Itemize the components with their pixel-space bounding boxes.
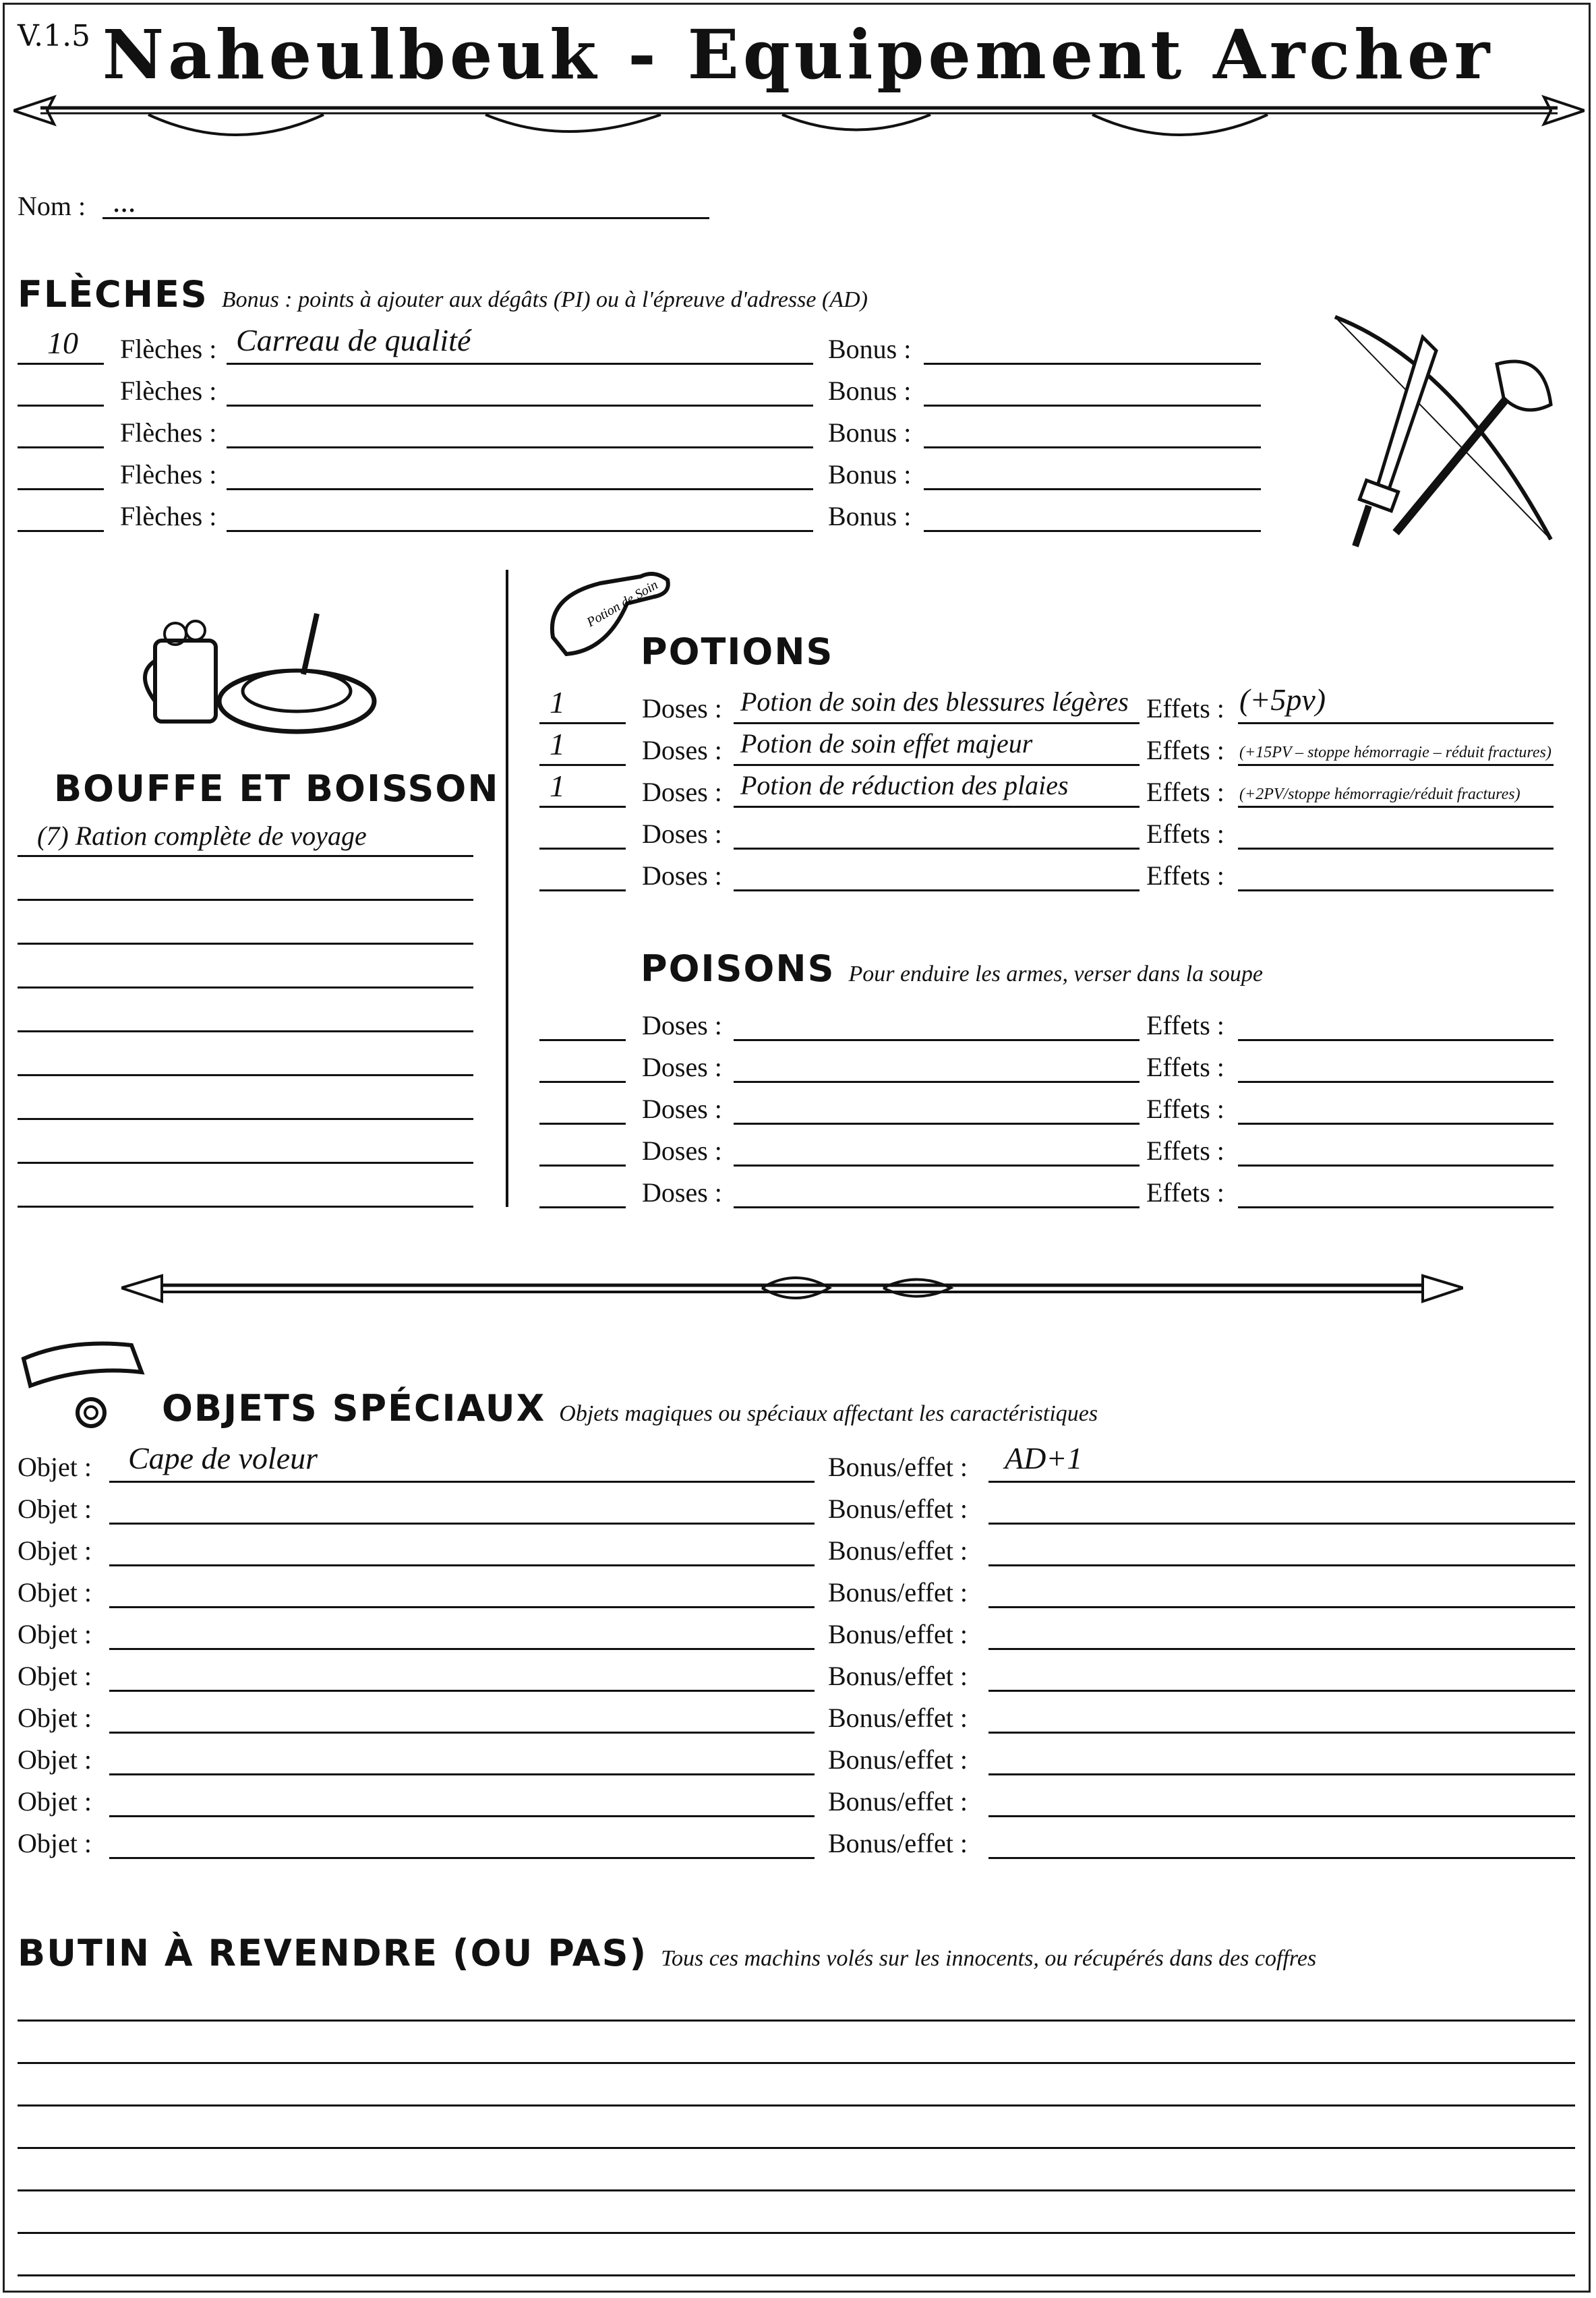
crossed-weapons-icon [1322,310,1571,553]
objet-bonus-label: Bonus/effet : [828,1452,968,1482]
objet-bonus-label: Bonus/effet : [828,1661,968,1691]
fleches-type-value[interactable]: Carreau de qualité [236,323,471,357]
bouffe-line[interactable] [18,943,473,945]
objet-bonus-field[interactable] [988,1815,1575,1817]
objet-label: Objet : [18,1744,92,1775]
nom-label: Nom : [18,191,86,221]
bouffe-heading: BOUFFE ET BOISSON [54,767,500,810]
objet-bonus-label: Bonus/effet : [828,1577,968,1608]
objet-bonus-field[interactable] [988,1481,1575,1483]
potions-qty-value[interactable]: 1 [550,685,565,719]
fleches-qty-label: Flèches : [120,459,217,490]
staff-divider-icon [121,1261,1463,1315]
potion-bottle-label: Potion de Soin [584,577,661,630]
objet-bonus-field[interactable] [988,1606,1575,1608]
poisons-effets-label: Effets : [1146,1052,1224,1082]
fleches-bonus-label: Bonus : [828,417,912,448]
fleches-type-field[interactable] [227,488,813,490]
fleches-qty-field[interactable] [18,363,104,365]
potions-heading: POTIONS [641,630,834,673]
objet-label: Objet : [18,1828,92,1858]
poisons-subtitle: Pour enduire les armes, verser dans la soupe [848,962,1263,986]
objet-bonus-label: Bonus/effet : [828,1786,968,1817]
potions-effets-label: Effets : [1146,819,1224,849]
poisons-qty-field[interactable] [539,1206,626,1208]
poisons-effet-field[interactable] [1238,1081,1554,1083]
objet-bonus-field[interactable] [988,1690,1575,1692]
butin-heading: BUTIN À REVENDRE (OU PAS) Tous ces machins volés sur les innocents, ou récupérés dans des coffres [18,1932,1317,1974]
fleches-subtitle: Bonus : points à ajouter aux dégâts (PI) ou à l'épreuve d'adresse (AD) [221,287,868,312]
fleches-qty-value[interactable]: 10 [47,326,78,360]
fleches-bonus-field[interactable] [924,530,1261,532]
fleches-qty-field[interactable] [18,405,104,407]
potions-effet-field[interactable] [1238,764,1554,766]
potions-name-value[interactable]: Potion de soin des blessures légères [740,686,1129,717]
fleches-type-field[interactable] [227,446,813,448]
bouffe-line[interactable] [18,899,473,901]
poisons-effet-field[interactable] [1238,1123,1554,1125]
butin-line[interactable] [18,2274,1575,2276]
potions-qty-field[interactable] [539,764,626,766]
page-title: Naheulbeuk - Equipement Archer [102,15,1494,94]
objet-field[interactable] [109,1815,815,1817]
objet-field[interactable] [109,1690,815,1692]
fleches-type-field[interactable] [227,363,813,365]
fleches-type-field[interactable] [227,530,813,532]
potions-doses-label: Doses : [642,860,722,891]
poisons-qty-field[interactable] [539,1165,626,1167]
potions-effet-value[interactable]: (+5pv) [1239,682,1326,717]
objet-field[interactable] [109,1773,815,1775]
potions-name-field[interactable] [734,806,1140,808]
poisons-doses-label: Doses : [642,1177,722,1208]
fleches-bonus-field[interactable] [924,363,1261,365]
potions-doses-label: Doses : [642,693,722,724]
objet-bonus-field[interactable] [988,1773,1575,1775]
bouffe-line[interactable] [18,1206,473,1208]
potions-qty-field[interactable] [539,889,626,891]
poisons-doses-label: Doses : [642,1094,722,1124]
objet-field[interactable] [109,1523,815,1525]
potions-qty-field[interactable] [539,806,626,808]
poisons-effets-label: Effets : [1146,1177,1224,1208]
potions-effet-value[interactable]: (+15PV – stoppe hémorragie – réduit fractures) [1239,744,1551,761]
potions-effets-label: Effets : [1146,693,1224,724]
objet-bonus-field[interactable] [988,1564,1575,1566]
bouffe-line[interactable] [18,1118,473,1120]
butin-subtitle: Tous ces machins volés sur les innocents, ou récupérés dans des coffres [661,1946,1317,1971]
poisons-qty-field[interactable] [539,1081,626,1083]
poisons-effets-label: Effets : [1146,1136,1224,1166]
fleches-type-field[interactable] [227,405,813,407]
bouffe-line[interactable] [18,986,473,989]
poisons-effets-label: Effets : [1146,1010,1224,1040]
objet-bonus-field[interactable] [988,1648,1575,1650]
potions-effets-label: Effets : [1146,860,1224,891]
scroll-and-ring-icon [17,1332,158,1433]
objet-bonus-label: Bonus/effet : [828,1744,968,1775]
potions-doses-label: Doses : [642,819,722,849]
potions-effets-label: Effets : [1146,777,1224,807]
objet-bonus-label: Bonus/effet : [828,1828,968,1858]
nom-value[interactable]: ... [113,184,137,218]
potions-qty-field[interactable] [539,722,626,724]
poisons-name-field[interactable] [734,1165,1140,1167]
objet-bonus-field[interactable] [988,1523,1575,1525]
column-divider [506,570,508,1207]
objet-label: Objet : [18,1535,92,1566]
objet-label: Objet : [18,1619,92,1649]
objet-bonus-value[interactable]: AD+1 [1005,1441,1083,1475]
objet-label: Objet : [18,1703,92,1733]
poisons-name-field[interactable] [734,1039,1140,1041]
fleches-bonus-label: Bonus : [828,334,912,364]
objet-field[interactable] [109,1732,815,1734]
potions-doses-label: Doses : [642,735,722,765]
potions-name-field[interactable] [734,722,1140,724]
butin-line[interactable] [18,2189,1575,2191]
bouffe-line[interactable] [18,855,473,857]
potions-qty-value[interactable]: 1 [550,727,565,761]
objet-label: Objet : [18,1494,92,1524]
objet-bonus-field[interactable] [988,1732,1575,1734]
fleches-heading: FLÈCHES Bonus : points à ajouter aux dégâts (PI) ou à l'épreuve d'adresse (AD) [18,273,868,316]
poisons-name-field[interactable] [734,1123,1140,1125]
potions-name-field[interactable] [734,848,1140,850]
potions-qty-field[interactable] [539,848,626,850]
potions-qty-value[interactable]: 1 [550,769,565,803]
potions-name-field[interactable] [734,889,1140,891]
poisons-name-field[interactable] [734,1206,1140,1208]
objet-label: Objet : [18,1661,92,1691]
poisons-qty-field[interactable] [539,1123,626,1125]
poisons-heading: POISONS Pour enduire les armes, verser dans la soupe [641,947,1263,990]
butin-line[interactable] [18,2020,1575,2022]
fleches-bonus-field[interactable] [924,446,1261,448]
poisons-effet-field[interactable] [1238,1039,1554,1041]
fleches-qty-field[interactable] [18,488,104,490]
objet-bonus-field[interactable] [988,1857,1575,1859]
objet-bonus-label: Bonus/effet : [828,1494,968,1524]
fleches-bonus-label: Bonus : [828,459,912,490]
arrow-divider-icon [13,81,1585,148]
objet-field[interactable] [109,1857,815,1859]
objet-label: Objet : [18,1577,92,1608]
potions-name-value[interactable]: Potion de réduction des plaies [740,770,1069,800]
nom-field[interactable] [102,217,709,219]
fleches-qty-label: Flèches : [120,501,217,531]
butin-line[interactable] [18,2232,1575,2234]
potions-name-field[interactable] [734,764,1140,766]
potions-effet-field[interactable] [1238,889,1554,891]
objets-subtitle: Objets magiques ou spéciaux affectant les caractéristiques [559,1401,1098,1426]
butin-line[interactable] [18,2147,1575,2149]
fleches-qty-label: Flèches : [120,334,217,364]
fleches-bonus-field[interactable] [924,405,1261,407]
objets-heading: OBJETS SPÉCIAUX Objets magiques ou spéciaux affectant les caractéristiques [162,1387,1098,1430]
bouffe-item[interactable]: (7) Ration complète de voyage [37,821,367,851]
fleches-bonus-label: Bonus : [828,501,912,531]
bouffe-line[interactable] [18,1074,473,1076]
butin-line[interactable] [18,2062,1575,2064]
butin-line[interactable] [18,2104,1575,2106]
objet-bonus-label: Bonus/effet : [828,1619,968,1649]
potions-effet-field[interactable] [1238,806,1554,808]
objet-label: Objet : [18,1452,92,1482]
objet-field[interactable] [109,1606,815,1608]
potions-effet-field[interactable] [1238,848,1554,850]
fleches-qty-label: Flèches : [120,417,217,448]
bouffe-line[interactable] [18,1162,473,1164]
objet-bonus-label: Bonus/effet : [828,1535,968,1566]
poisons-effet-field[interactable] [1238,1165,1554,1167]
poisons-name-field[interactable] [734,1081,1140,1083]
poisons-doses-label: Doses : [642,1010,722,1040]
poisons-effet-field[interactable] [1238,1206,1554,1208]
fleches-qty-field[interactable] [18,446,104,448]
poisons-doses-label: Doses : [642,1136,722,1166]
potions-effet-value[interactable]: (+2PV/stoppe hémorragie/réduit fractures) [1239,786,1520,803]
potions-name-value[interactable]: Potion de soin effet majeur [740,728,1033,759]
poisons-qty-field[interactable] [539,1039,626,1041]
poisons-effets-label: Effets : [1146,1094,1224,1124]
objet-label: Objet : [18,1786,92,1817]
objet-field[interactable] [109,1564,815,1566]
objet-bonus-label: Bonus/effet : [828,1703,968,1733]
bouffe-line[interactable] [18,1030,473,1032]
version-label: V.1.5 [18,19,91,53]
objet-value[interactable]: Cape de voleur [128,1441,318,1475]
potions-effet-field[interactable] [1238,722,1554,724]
fleches-qty-field[interactable] [18,530,104,532]
fleches-qty-label: Flèches : [120,376,217,406]
poisons-doses-label: Doses : [642,1052,722,1082]
objet-field[interactable] [109,1481,815,1483]
potions-doses-label: Doses : [642,777,722,807]
food-and-drink-icon [135,600,378,742]
fleches-bonus-label: Bonus : [828,376,912,406]
potions-effets-label: Effets : [1146,735,1224,765]
fleches-bonus-field[interactable] [924,488,1261,490]
objet-field[interactable] [109,1648,815,1650]
